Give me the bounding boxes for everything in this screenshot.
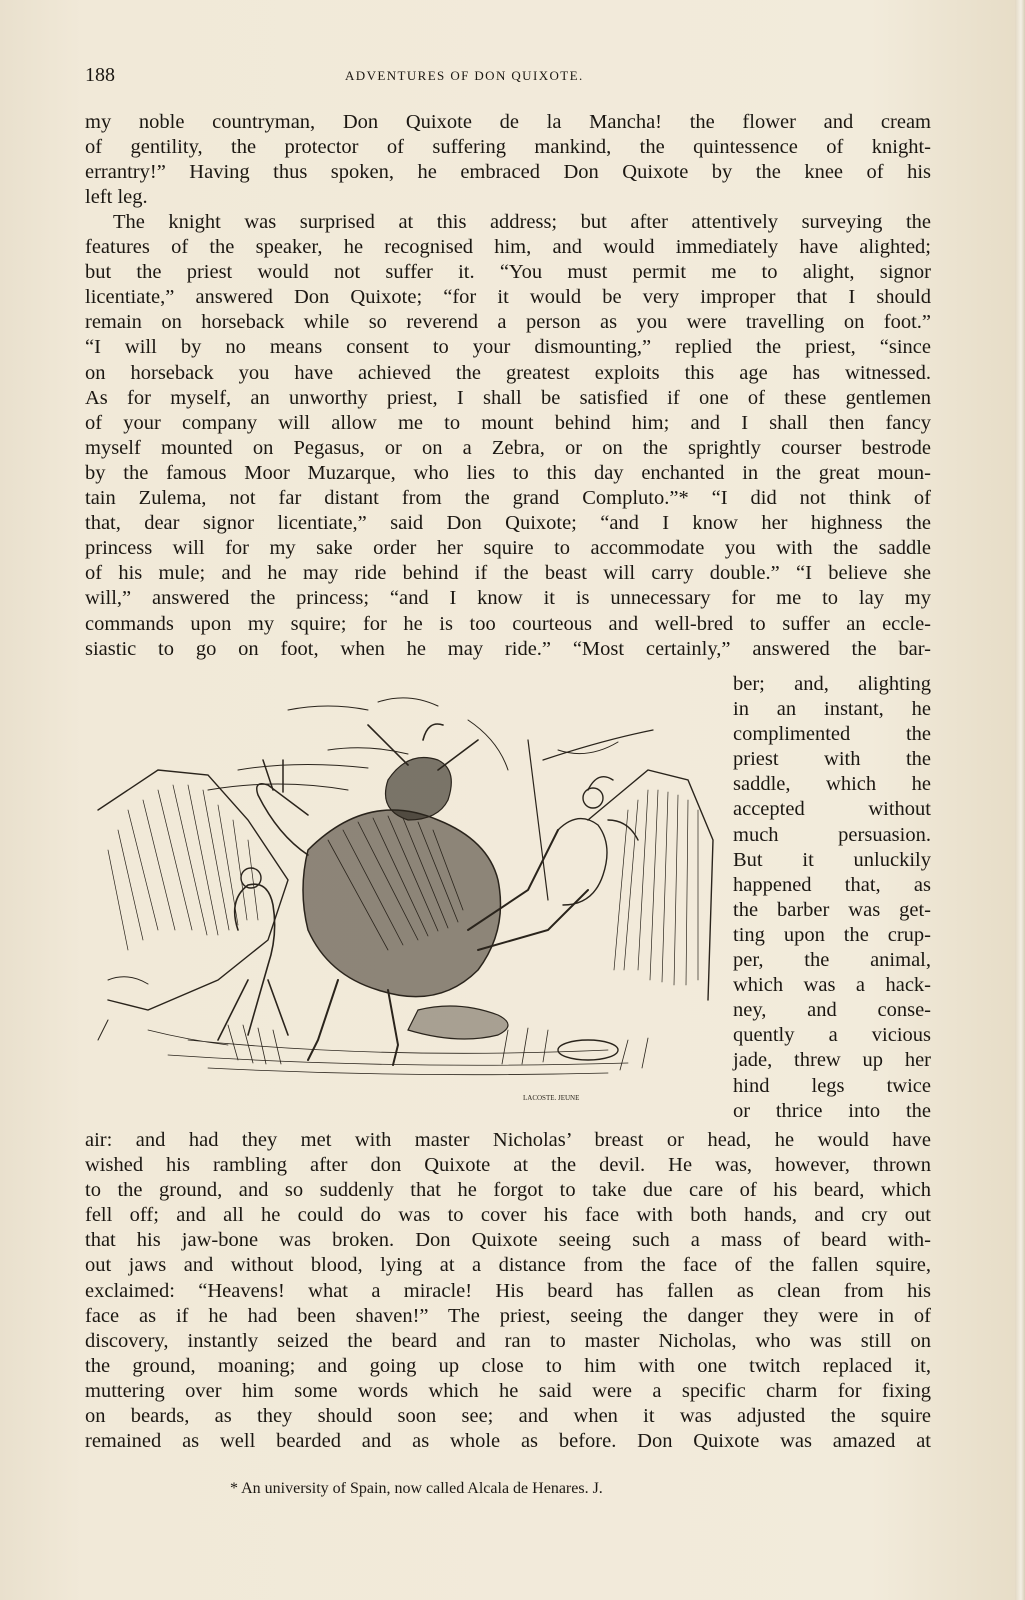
- page-header: [85, 64, 931, 88]
- text-line: will,” answered the princess; “and I know it is unnecessary for me to lay my: [85, 587, 931, 610]
- wrapped-text-column: [733, 672, 931, 1124]
- text-line: ber; and, alighting: [733, 673, 931, 695]
- text-line: tain Zulema, not far distant from the grand Compluto.”* “I did not think of: [85, 487, 931, 510]
- text-line: ting upon the crup-: [733, 923, 931, 946]
- text-line: As for myself, an unworthy priest, I shall be satisfied if one of these gentlemen: [85, 386, 931, 409]
- text-line: accepted without: [733, 798, 931, 821]
- text-line: which was a hack-: [733, 974, 931, 997]
- text-line: face as if he had been shaven!” The priest, seeing the danger they were in of: [85, 1304, 931, 1327]
- text-line: much persuasion.: [733, 823, 931, 846]
- text-line: of gentility, the protector of suffering mankind, the quintessence of knight-: [85, 136, 931, 159]
- text-line: by the famous Moor Muzarque, who lies to this day enchanted in the great moun-: [85, 461, 931, 484]
- text-line: out jaws and without blood, lying at a distance from the face of the fallen squire,: [85, 1254, 931, 1277]
- text-line: “I will by no means consent to your dismounting,” replied the priest, “since: [85, 336, 931, 359]
- page-number: 188: [85, 64, 115, 86]
- text-line: of his mule; and he may ride behind if the beast will carry double.” “I believe she: [85, 562, 931, 585]
- text-line: siastic to go on foot, when he may ride.” “Most certainly,” answered the bar-: [85, 637, 931, 660]
- text-line: features of the speaker, he recognised him, and would immediately have alighted;: [85, 236, 931, 259]
- page-edge: [1015, 0, 1025, 1600]
- text-line: the ground, moaning; and going up close to him with one twitch replaced it,: [85, 1354, 931, 1377]
- footnote: * An university of Spain, now called Alcala de Henares. J.: [230, 1480, 603, 1497]
- text-line: myself mounted on Pegasus, or on a Zebra, or on the sprightly courser bestrode: [85, 436, 931, 459]
- paragraph-2: [85, 210, 931, 662]
- text-line: per, the animal,: [733, 949, 931, 972]
- text-line: exclaimed: “Heavens! what a miracle! His beard has fallen as clean from his: [85, 1279, 931, 1302]
- text-line: But it unluckily: [733, 848, 931, 871]
- text-line: The knight was surprised at this address; but after attentively surveying the: [113, 211, 931, 233]
- text-line: saddle, which he: [733, 773, 931, 796]
- text-line: muttering over him some words which he said were a specific charm for fixing: [85, 1379, 931, 1402]
- text-line: in an instant, he: [733, 698, 931, 721]
- text-line: fell off; and all he could do was to cover his face with both hands, and cry out: [85, 1204, 931, 1227]
- text-line: the barber was get-: [733, 898, 931, 921]
- text-line: of your company will allow me to mount behind him; and I shall then fancy: [85, 411, 931, 434]
- text-line: or thrice into the: [733, 1099, 931, 1122]
- text-line: happened that, as: [733, 873, 931, 896]
- text-line: hind legs twice: [733, 1074, 931, 1097]
- text-line: wished his rambling after don Quixote at the devil. He was, however, thrown: [85, 1154, 931, 1177]
- text-line: complimented the: [733, 723, 931, 746]
- text-line: remain on horseback while so reverend a person as you were travelling on foot.”: [85, 311, 931, 334]
- text-line: commands upon my squire; for he is too courteous and well-bred to suffer an eccle-: [85, 612, 931, 635]
- text-line: licentiate,” answered Don Quixote; “for it would be very improper that I should: [85, 286, 931, 309]
- engraving-drawing: [88, 680, 720, 1105]
- text-line: left leg.: [85, 186, 148, 209]
- text-line: my noble countryman, Don Quixote de la Mancha! the flower and cream: [85, 111, 931, 133]
- text-line: that, dear signor licentiate,” said Don Quixote; “and I know her highness the: [85, 512, 931, 535]
- text-line: remained as well bearded and as whole as before. Don Quixote was amazed at: [85, 1430, 931, 1453]
- text-line: ney, and conse-: [733, 999, 931, 1022]
- text-line: princess will for my sake order her squire to accommodate you with the saddle: [85, 537, 931, 560]
- text-line: priest with the: [733, 748, 931, 771]
- paragraph-3: [85, 1128, 931, 1454]
- text-line: air: and had they met with master Nicholas’ breast or head, he would have: [85, 1129, 931, 1151]
- text-line: but the priest would not suffer it. “You must permit me to alight, signor: [85, 261, 931, 284]
- engraving-illustration: [88, 680, 720, 1105]
- text-line: errantry!” Having thus spoken, he embraced Don Quixote by the knee of his: [85, 161, 931, 184]
- text-line: on horseback you have achieved the greatest exploits this age has witnessed.: [85, 361, 931, 384]
- text-line: quently a vicious: [733, 1024, 931, 1047]
- engraver-signature: LACOSTE. JEUNE: [523, 1094, 580, 1102]
- paragraph-1: [85, 110, 931, 210]
- text-line: that his jaw-bone was broken. Don Quixote seeing such a mass of beard with-: [85, 1229, 931, 1252]
- running-title: ADVENTURES OF DON QUIXOTE.: [345, 68, 584, 83]
- text-line: discovery, instantly seized the beard and ran to master Nicholas, who was still on: [85, 1329, 931, 1352]
- text-line: jade, threw up her: [733, 1049, 931, 1072]
- text-line: to the ground, and so suddenly that he forgot to take due care of his beard, which: [85, 1179, 931, 1202]
- text-line: on beards, as they should soon see; and when it was adjusted the squire: [85, 1405, 931, 1428]
